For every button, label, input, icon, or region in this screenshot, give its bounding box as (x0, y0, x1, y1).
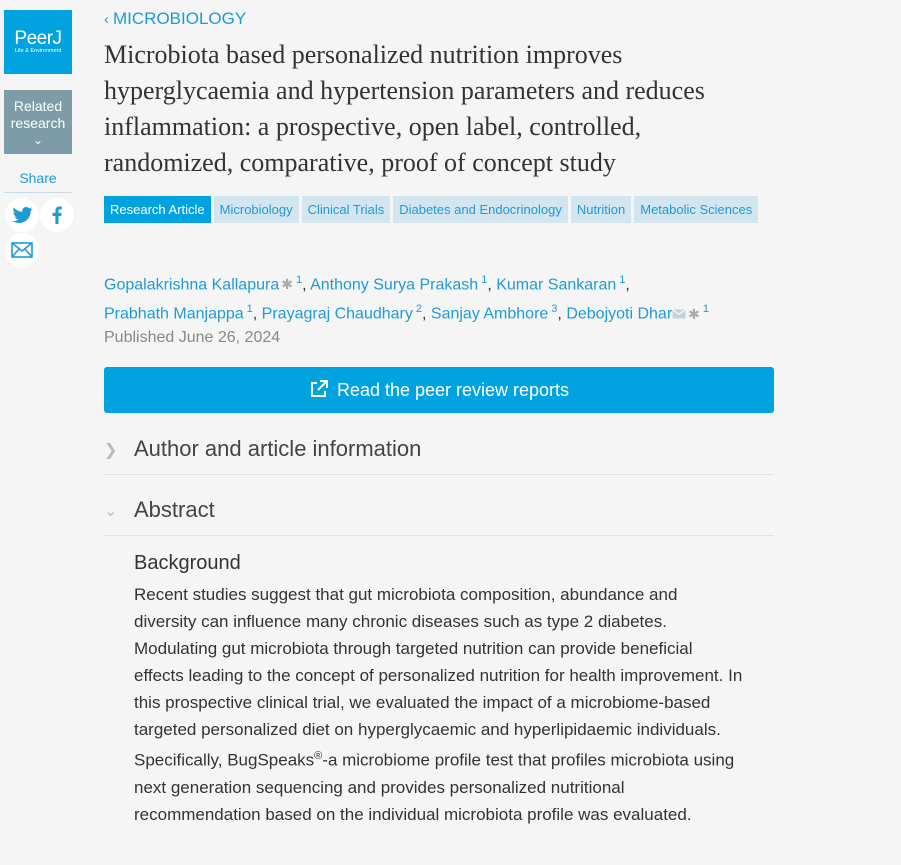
author-affiliation: 1 (619, 274, 626, 286)
mail-icon[interactable] (672, 309, 686, 319)
author-link[interactable]: Gopalakrishna Kallapura (104, 276, 280, 294)
external-link-icon (309, 379, 329, 399)
registered-mark: ® (314, 750, 323, 762)
asterisk-icon: ✱ (688, 305, 700, 322)
author-list: Gopalakrishna Kallapura ✱ $^1$, Anthony Surya Prakash $^1$, Kumar Sankaran $^1$, Prabhath Manjappa $^1$, Prayagraj Chaudhary $^2$, Sanjay Ambhore $^3$, Debojyoti Dhar ✱ $^1$ (104, 274, 709, 323)
related-research-button[interactable] (4, 90, 72, 154)
author-link[interactable]: Prabhath Manjappa (104, 305, 244, 323)
tag-microbiology[interactable]: Microbiology (214, 196, 299, 223)
author-affiliation: 3 (551, 303, 558, 316)
subject-tags (104, 196, 784, 223)
peer-review-label: Read the peer review reports (336, 380, 570, 400)
author-info-label: Author and article information (134, 436, 422, 461)
breadcrumb[interactable] (104, 9, 246, 29)
author-link[interactable]: Sanjay Ambhore (430, 305, 549, 323)
facebook-icon (45, 203, 69, 227)
twitter-icon (10, 203, 34, 227)
twitter-share-button[interactable] (5, 198, 39, 232)
asterisk-icon: ✱ (281, 276, 293, 293)
author-info-toggle[interactable] (104, 414, 774, 475)
chevron-right-icon: ❯ (104, 442, 118, 459)
peerj-logo[interactable] (4, 10, 72, 74)
peer-review-button[interactable] (104, 367, 774, 413)
author-affiliation: 1 (295, 274, 303, 286)
chevron-left-icon: ‹ (104, 11, 109, 28)
tag-nutrition[interactable]: Nutrition (571, 196, 631, 223)
abstract-toggle[interactable] (104, 475, 774, 536)
author-link[interactable]: Anthony Surya Prakash (310, 276, 479, 294)
abstract-background-heading: Background (134, 552, 241, 574)
tag-clinical-trials[interactable]: Clinical Trials (302, 196, 391, 223)
abstract-background-text (134, 581, 744, 828)
share-label: Share (4, 170, 72, 193)
facebook-share-button[interactable] (40, 198, 74, 232)
author-link[interactable]: Kumar Sankaran (496, 276, 617, 294)
logo-subtitle: Life & Environment (14, 48, 62, 54)
article-title: Microbiota based personalized nutrition improves hyperglycaemia and hypertension parameters and reduces inflammation: a prospective, open label, controlled, randomized, comparative, proof of concept study (104, 40, 705, 177)
abstract-text-part: Recent studies suggest that gut microbiota composition, abundance and diversity can influence many chronic diseases such as type 2 diabetes. Modulating gut microbiota through targeted nutrition can provide beneficial effects leading to the concept of personalized nutrition for health improvement. In this prospective clinical trial, we evaluated the impact of a microbiome-based targeted personalized diet on hyperglycaemic and hyperlipidaemic individuals. Specifically, BugSpeaks (134, 585, 743, 770)
author-affiliation: 1 (246, 303, 253, 316)
tag-research-article[interactable]: Research Article (104, 196, 211, 223)
related-research-label: Related research (10, 98, 66, 131)
author-affiliation: 1 (481, 274, 488, 286)
abstract-label: Abstract (134, 497, 215, 522)
breadcrumb-label: MICROBIOLOGY (113, 9, 247, 28)
tag-diabetes-endocrinology[interactable]: Diabetes and Endocrinology (393, 196, 568, 223)
published-date: Published June 26, 2024 (104, 329, 281, 346)
author-affiliation: 1 (702, 303, 709, 316)
abstract-text-part: -a microbiome profile test that profiles microbiota using next generation sequencing and provides personalized nutritional recommendation based on the individual microbiota profile was evaluated. (134, 750, 735, 824)
chevron-down-icon: ⌄ (104, 503, 118, 520)
logo-brand: PeerJ (14, 28, 62, 49)
author-link[interactable]: Prayagraj Chaudhary (261, 305, 413, 323)
email-share-button[interactable] (5, 233, 39, 267)
author-affiliation: 2 (415, 303, 422, 316)
envelope-icon (10, 238, 34, 262)
author-link[interactable]: Debojyoti Dhar (566, 305, 673, 323)
chevron-down-icon: ⌄ (32, 133, 44, 147)
tag-metabolic-sciences[interactable]: Metabolic Sciences (634, 196, 758, 223)
